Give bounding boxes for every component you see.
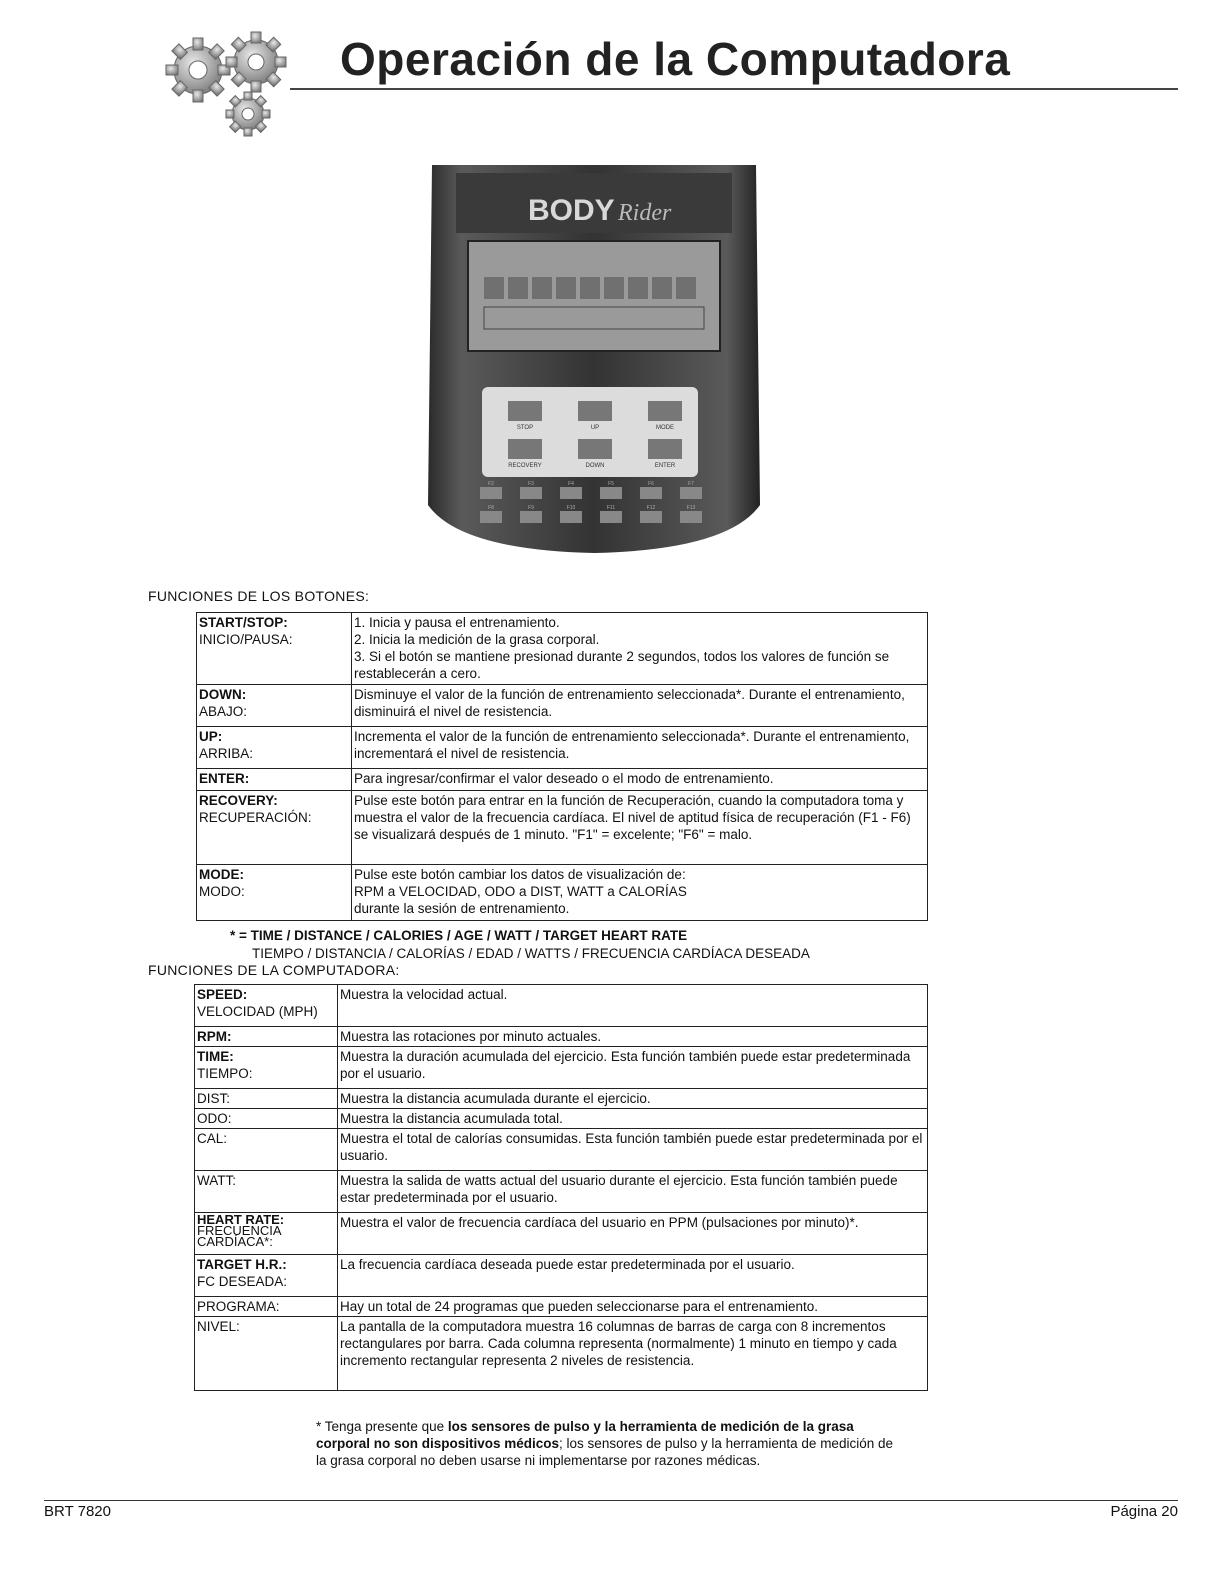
key-es: PROGRAMA: xyxy=(197,1299,280,1314)
key-es: ABAJO: xyxy=(199,704,248,719)
key-en: MODE: xyxy=(199,867,244,882)
desc-line: RPM a VELOCIDAD, ODO a DIST, WATT a CALORÍAS xyxy=(354,884,687,899)
console-button-label: STOP xyxy=(516,425,534,431)
table-row xyxy=(197,613,928,685)
key-es: FC DESEADA: xyxy=(197,1274,288,1289)
key-es: MODO: xyxy=(199,884,245,899)
desc: Para ingresar/confirmar el valor deseado o el modo de entrenamiento. xyxy=(352,769,928,791)
desc: La pantalla de la computadora muestra 16 columnas de barras de carga con 8 incrementos rectangulares por barra. Cada columna representa (normalmente) 1 minuto en tiempo y cada incremento rectangular representa 2 niveles de resistencia. xyxy=(338,1317,928,1391)
key-es: WATT: xyxy=(197,1173,236,1188)
medical-disclaimer xyxy=(316,1418,906,1469)
buttons-table xyxy=(196,612,928,921)
footer-rule xyxy=(44,1500,1178,1501)
key-en: TARGET H.R.: xyxy=(197,1257,287,1272)
desc: Incrementa el valor de la función de entrenamiento seleccionada*. Durante el entrenamiento, incrementará el nivel de resistencia. xyxy=(352,727,928,769)
desc-line: 1. Inicia y pausa el entrenamiento. xyxy=(354,615,560,630)
buttons-section-title: FUNCIONES DE LOS BOTONES: xyxy=(148,588,370,604)
key-es: NIVEL: xyxy=(197,1319,240,1334)
console-image xyxy=(428,165,760,553)
table-row xyxy=(197,791,928,865)
program-label: F5 xyxy=(608,481,614,487)
table-row xyxy=(197,685,928,727)
key-es: INICIO/PAUSA: xyxy=(199,632,293,647)
desc: Muestra la salida de watts actual del usuario durante el ejercicio. Esta función también puede estar predeterminada por el usuario. xyxy=(338,1171,928,1213)
key-en: RECOVERY: xyxy=(199,793,278,808)
table-row xyxy=(195,1027,928,1047)
key-en: UP: xyxy=(199,729,223,744)
table-row xyxy=(195,1317,928,1391)
page-title: Operación de la Computadora xyxy=(340,33,1011,85)
desc-line: 2. Inicia la medición de la grasa corporal. xyxy=(354,632,600,647)
table-row xyxy=(195,1109,928,1129)
gears-icon xyxy=(160,22,300,152)
key-es: DIST: xyxy=(197,1091,231,1106)
key-es: ODO: xyxy=(197,1111,232,1126)
desc: Hay un total de 24 programas que pueden seleccionarse para el entrenamiento. xyxy=(338,1297,928,1317)
desc-line: Pulse este botón cambiar los datos de visualización de: xyxy=(354,867,686,882)
table-row xyxy=(195,1047,928,1089)
key-en: RPM: xyxy=(197,1029,232,1044)
console-button-label: ENTER xyxy=(654,463,676,469)
console-button-label: RECOVERY xyxy=(508,463,542,469)
program-label: F3 xyxy=(528,481,534,487)
desc: Muestra las rotaciones por minuto actuales. xyxy=(338,1027,928,1047)
desc: Pulse este botón para entrar en la función de Recuperación, cuando la computadora toma y muestra el valor de la frecuencia cardíaca. El nivel de aptitud física de recuperación (F1 - F6) se visualizará después de 1 minuto. "F1" = excelente; "F6" = malo. xyxy=(352,791,928,865)
key-es: FRECUENCIA CARDÍACA*: xyxy=(197,1223,281,1249)
table-row xyxy=(195,985,928,1027)
key-es: CAL: xyxy=(197,1131,228,1146)
key-en: SPEED: xyxy=(197,987,248,1002)
computer-table xyxy=(194,984,928,1391)
table-row xyxy=(195,1089,928,1109)
table-row xyxy=(195,1297,928,1317)
key-en: TIME: xyxy=(197,1049,234,1064)
table-row xyxy=(195,1255,928,1297)
program-label: F6 xyxy=(648,481,654,487)
console-button-label: MODE xyxy=(656,425,674,431)
program-label: F9 xyxy=(528,505,534,511)
table-row xyxy=(197,865,928,921)
brand-body-text: BODY xyxy=(528,194,615,227)
table-row xyxy=(195,1129,928,1171)
key-en: START/STOP: xyxy=(199,615,288,630)
key-es: RECUPERACIÓN: xyxy=(199,810,312,825)
key-en: ENTER: xyxy=(199,771,250,786)
console-button-label: UP xyxy=(590,425,600,431)
program-label: F2 xyxy=(488,481,494,487)
key-es: ARRIBA: xyxy=(199,746,254,761)
desc: Muestra el valor de frecuencia cardíaca del usuario en PPM (pulsaciones por minuto)*. xyxy=(338,1213,928,1255)
desc: Muestra la distancia acumulada durante el ejercicio. xyxy=(338,1089,928,1109)
program-label: F13 xyxy=(686,505,696,511)
desc: Muestra la distancia acumulada total. xyxy=(338,1109,928,1129)
table-row xyxy=(197,769,928,791)
program-label: F4 xyxy=(568,481,574,487)
desc: La frecuencia cardíaca deseada puede estar predeterminada por el usuario. xyxy=(338,1255,928,1297)
brand-rider-text: Rider xyxy=(618,200,672,226)
key-es: VELOCIDAD (MPH) xyxy=(197,1004,318,1019)
table-row xyxy=(195,1213,928,1255)
desc: Muestra el total de calorías consumidas. Esta función también puede estar predeterminada por el usuario. xyxy=(338,1129,928,1171)
disclaimer-suffix: ; los sensores de pulso y la herramienta de medición de la grasa corporal no deben usarse ni implementarse por razones médicas. xyxy=(316,1436,893,1468)
program-label: F10 xyxy=(566,505,576,511)
title-rule xyxy=(290,88,1178,90)
desc: Muestra la duración acumulada del ejercicio. Esta función también puede estar predeterminada por el usuario. xyxy=(338,1047,928,1089)
note-en: * = TIME / DISTANCE / CALORIES / AGE / WATT / TARGET HEART RATE xyxy=(230,928,688,943)
table-row xyxy=(197,727,928,769)
key-en: HEART RATE: xyxy=(197,1212,285,1227)
note-es: TIEMPO / DISTANCIA / CALORÍAS / EDAD / WATTS / FRECUENCIA CARDÍACA DESEADA xyxy=(252,946,810,961)
table-row xyxy=(195,1171,928,1213)
console-button-label: DOWN xyxy=(585,463,605,469)
computer-section-title: FUNCIONES DE LA COMPUTADORA: xyxy=(148,962,400,978)
key-en: DOWN: xyxy=(199,687,247,702)
disclaimer-prefix: * Tenga presente que xyxy=(316,1419,448,1434)
key-es: TIEMPO: xyxy=(197,1066,253,1081)
page-number: Página 20 xyxy=(1110,1503,1178,1520)
program-label: F11 xyxy=(606,505,616,511)
desc: Muestra la velocidad actual. xyxy=(338,985,928,1027)
desc-line: 3. Si el botón se mantiene presionad durante 2 segundos, todos los valores de función se restablecerán a cero. xyxy=(354,649,890,681)
disclaimer-bold: los sensores de pulso y la herramienta de medición de la grasa corporal no son dispositivos médicos xyxy=(316,1419,854,1451)
program-label: F7 xyxy=(688,481,694,487)
desc: Disminuye el valor de la función de entrenamiento seleccionada*. Durante el entrenamiento, disminuirá el nivel de resistencia. xyxy=(352,685,928,727)
desc-line: durante la sesión de entrenamiento. xyxy=(354,901,570,916)
program-label: F12 xyxy=(646,505,656,511)
program-label: F8 xyxy=(488,505,494,511)
model-number: BRT 7820 xyxy=(44,1503,111,1520)
